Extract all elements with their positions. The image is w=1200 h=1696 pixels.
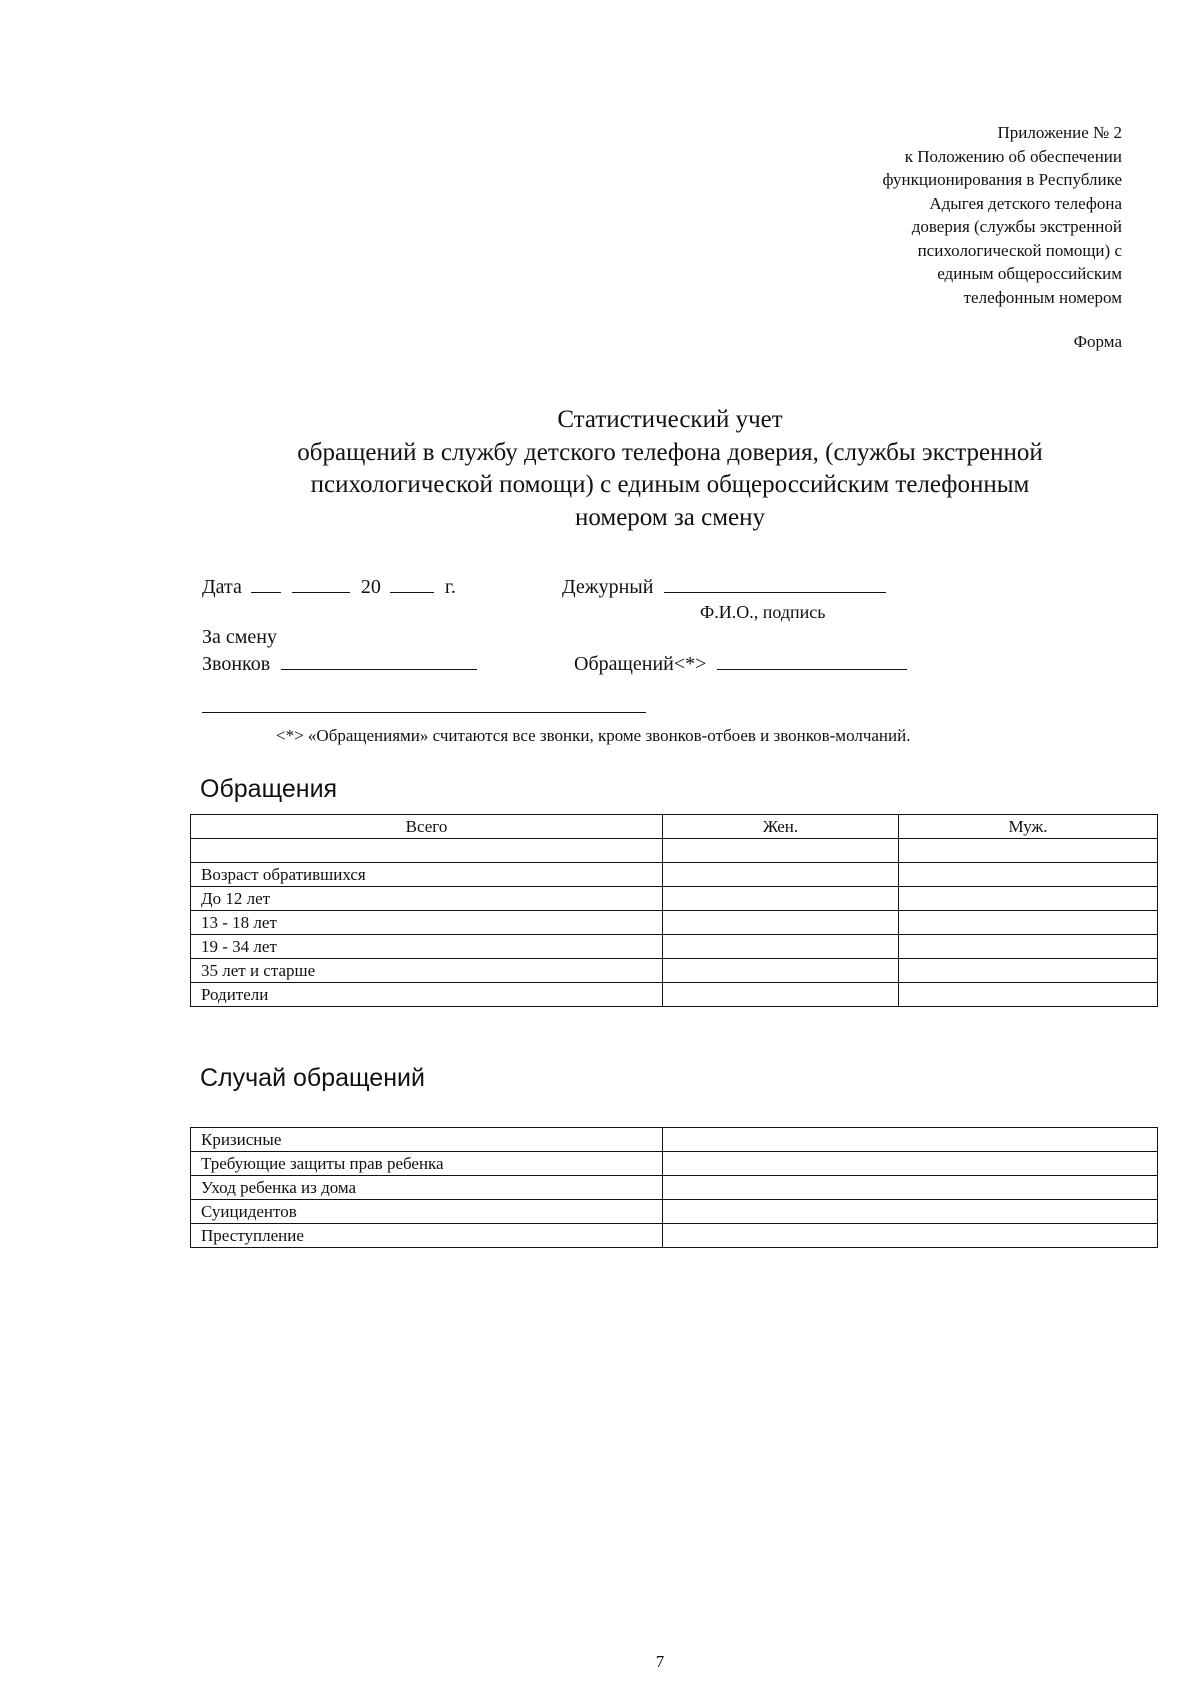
title-line: номером за смену <box>574 503 766 531</box>
requests-section-title: Обращения <box>200 775 338 803</box>
page-number: 7 <box>655 1652 665 1671</box>
date-label: Дата <box>202 576 242 598</box>
appendix-line: психологической помощи) с <box>917 240 1122 260</box>
row-label: До 12 лет <box>191 887 663 911</box>
date-field <box>202 574 456 599</box>
appendix-line: Приложение № 2 <box>997 123 1122 142</box>
row-label: 19 - 34 лет <box>191 935 663 959</box>
duty-blank[interactable] <box>664 574 886 593</box>
row-label: Требующие защиты прав ребенка <box>191 1152 663 1176</box>
header-female: Жен. <box>663 815 899 839</box>
table-cell[interactable] <box>663 959 899 983</box>
table-header-row <box>191 815 1158 839</box>
requests-field <box>574 651 907 676</box>
table-cell[interactable] <box>663 863 899 887</box>
row-label: Суицидентов <box>191 1200 663 1224</box>
duty-caption: Ф.И.О., подпись <box>700 602 826 622</box>
table-row <box>191 911 1158 935</box>
table-cell[interactable] <box>899 887 1158 911</box>
day-blank[interactable] <box>251 574 281 593</box>
cases-section-title: Случай обращений <box>200 1064 425 1092</box>
table-cell[interactable] <box>899 935 1158 959</box>
title-line: психологической помощи) с единым общероссийским телефонным <box>310 471 1030 498</box>
row-label: Преступление <box>191 1224 663 1248</box>
year-suffix: г. <box>444 576 456 598</box>
year-blank[interactable] <box>390 574 434 593</box>
calls-blank[interactable] <box>281 651 477 670</box>
row-label: 35 лет и старше <box>191 959 663 983</box>
document-title <box>180 404 1160 534</box>
table-cell[interactable] <box>663 1128 1158 1152</box>
duty-label: Дежурный <box>562 576 654 598</box>
form-label: Форма <box>1073 332 1122 351</box>
row-label <box>191 839 663 863</box>
table-cell[interactable] <box>899 959 1158 983</box>
title-line: обращений в службу детского телефона доверия, (службы экстренной <box>297 438 1043 466</box>
table-row <box>191 983 1158 1007</box>
header-total: Всего <box>191 815 663 839</box>
table-cell[interactable] <box>899 839 1158 863</box>
month-blank[interactable] <box>292 574 350 593</box>
table-cell[interactable] <box>663 839 899 863</box>
table-row <box>191 1224 1158 1248</box>
row-label: Возраст обратившихся <box>191 863 663 887</box>
table-cell[interactable] <box>899 911 1158 935</box>
table-row <box>191 839 1158 863</box>
table-row <box>191 1176 1158 1200</box>
table-row <box>191 1152 1158 1176</box>
table-row <box>191 1128 1158 1152</box>
table-cell[interactable] <box>663 1176 1158 1200</box>
table-row <box>191 1200 1158 1224</box>
appendix-line: единым общероссийским <box>937 264 1122 283</box>
requests-label: Обращений<*> <box>574 653 707 675</box>
table-row <box>191 863 1158 887</box>
appendix-line: функционирования в Республике <box>882 170 1122 189</box>
table-row <box>191 959 1158 983</box>
appendix-line: Адыгея детского телефона <box>929 193 1122 213</box>
row-label: 13 - 18 лет <box>191 911 663 935</box>
table-cell[interactable] <box>663 1224 1158 1248</box>
table-row <box>191 935 1158 959</box>
shift-label: За смену <box>202 626 278 648</box>
row-label: Уход ребенка из дома <box>191 1176 663 1200</box>
table-cell[interactable] <box>663 887 899 911</box>
appendix-line: доверия (службы экстренной <box>911 217 1122 236</box>
table-row <box>191 887 1158 911</box>
requests-table <box>190 814 1158 1007</box>
footnote-rule <box>202 712 646 713</box>
calls-label: Звонков <box>202 653 271 675</box>
header-male: Муж. <box>899 815 1158 839</box>
row-label: Родители <box>191 983 663 1007</box>
table-cell[interactable] <box>899 983 1158 1007</box>
appendix-header <box>882 121 1122 309</box>
table-cell[interactable] <box>663 983 899 1007</box>
requests-blank[interactable] <box>717 651 907 670</box>
appendix-line: телефонным номером <box>963 287 1122 307</box>
row-label: Кризисные <box>191 1128 663 1152</box>
table-cell[interactable] <box>663 1152 1158 1176</box>
table-cell[interactable] <box>663 911 899 935</box>
year-prefix: 20 <box>360 576 381 598</box>
duty-field <box>562 574 886 599</box>
table-cell[interactable] <box>899 863 1158 887</box>
cases-table <box>190 1127 1158 1248</box>
table-cell[interactable] <box>663 935 899 959</box>
title-line: Статистический учет <box>557 406 783 433</box>
footnote: <*> «Обращениями» считаются все звонки, кроме звонков-отбоев и звонков-молчаний. <box>276 726 911 745</box>
calls-field <box>202 651 477 676</box>
appendix-line: к Положению об обеспечении <box>904 146 1122 166</box>
table-cell[interactable] <box>663 1200 1158 1224</box>
